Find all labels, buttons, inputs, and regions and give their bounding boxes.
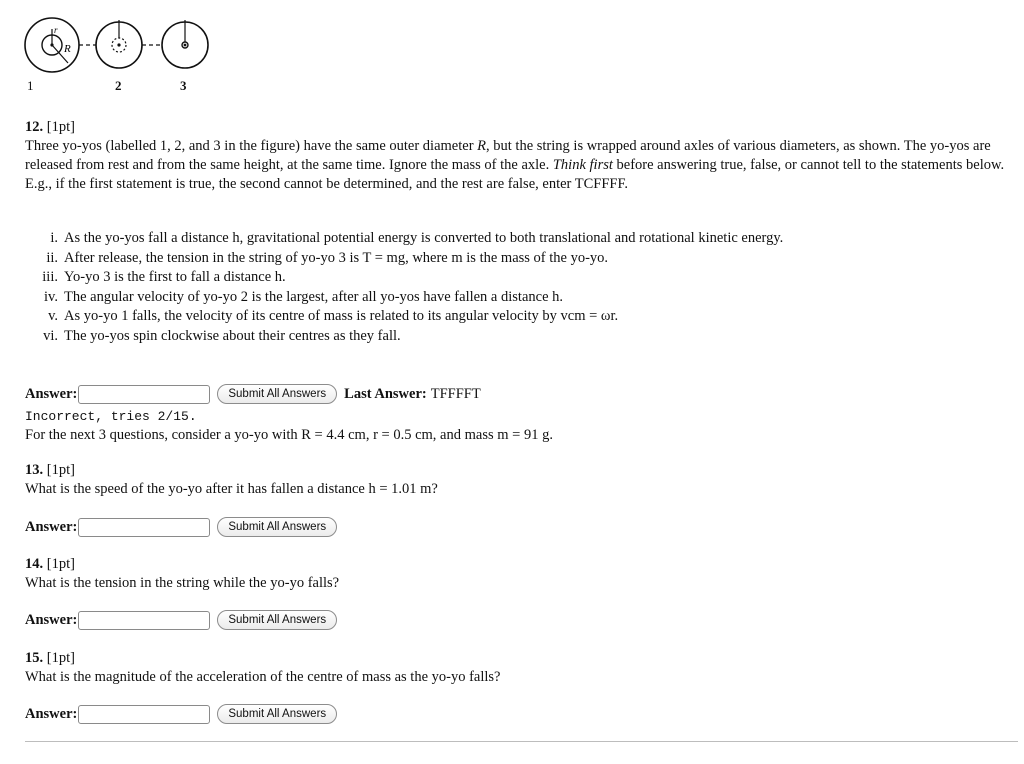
dim-r-label: r <box>54 25 58 35</box>
question-14-submit-button[interactable]: Submit All Answers <box>217 610 337 630</box>
question-13-answer-input[interactable] <box>78 518 210 537</box>
question-13-text: What is the speed of the yo-yo after it has fallen a distance h = 1.01 m? <box>25 481 438 497</box>
question-12-status: Incorrect, tries 2/15. <box>25 409 197 424</box>
bottom-divider <box>25 741 1018 742</box>
question-14-answer-input[interactable] <box>78 611 210 630</box>
statement-item: iv. The angular velocity of yo-yo 2 is the largest, after all yo-yos have fallen a distance h. <box>44 288 564 305</box>
yoyo-label-1: 1 <box>27 78 34 93</box>
answer-label: Answer: <box>25 611 78 628</box>
question-12-points: [1pt] <box>46 119 75 135</box>
question-12-answer-input[interactable] <box>78 385 210 404</box>
statement-item: vi. The yo-yos spin clockwise about their centres as they fall. <box>43 327 401 344</box>
question-14-points: [1pt] <box>46 556 75 572</box>
question-13-points: [1pt] <box>46 462 75 478</box>
question-12-text: Three yo-yos (labelled 1, 2, and 3 in the figure) have the same outer diameter R, but the string is wrapped around axles of various diameters, as shown. The yo-yos are released from rest and from the same height, at the same time. Ignore the mass of the axle. Think first before answering true, false, or cannot tell to the statements below. E.g., if the first statement is true, the second cannot be determined, and the rest are false, enter TCFFFF. <box>25 138 1005 192</box>
answer-label: Answer: <box>25 385 78 402</box>
question-15-text: What is the magnitude of the acceleration of the centre of mass as the yo-yo falls? <box>25 669 501 685</box>
question-15-answer-row <box>25 702 337 726</box>
question-13-answer-row <box>25 515 337 539</box>
yoyo-figure <box>20 0 220 100</box>
question-15-answer-input[interactable] <box>78 705 210 724</box>
question-13-number: 13. <box>25 462 44 478</box>
question-15-submit-button[interactable]: Submit All Answers <box>217 704 337 724</box>
question-12-submit-button[interactable]: Submit All Answers <box>217 384 337 404</box>
statement-item: i. As the yo-yos fall a distance h, gravitational potential energy is converted to both translational and rotational kinetic energy. <box>50 230 784 246</box>
question-15-points: [1pt] <box>46 650 75 666</box>
question-13-submit-button[interactable]: Submit All Answers <box>217 517 337 537</box>
question-12-answer-row <box>25 382 481 406</box>
statement-item: ii. After release, the tension in the string of yo-yo 3 is T = mg, where m is the mass of the yo-yo. <box>46 249 609 266</box>
intro-text: For the next 3 questions, consider a yo-yo with R = 4.4 cm, r = 0.5 cm, and mass m = 91 g. <box>25 427 553 443</box>
statement-list <box>25 229 925 347</box>
question-12-header <box>25 118 1006 137</box>
answer-label: Answer: <box>25 705 78 722</box>
last-answer-value: TFFFFT <box>430 385 481 402</box>
question-12 <box>25 118 1006 194</box>
last-answer-label: Last Answer: <box>344 385 427 402</box>
answer-label: Answer: <box>25 518 78 535</box>
question-14-text: What is the tension in the string while the yo-yo falls? <box>25 575 340 591</box>
question-14 <box>25 555 1006 593</box>
question-15 <box>25 649 1006 687</box>
yoyo-diagram <box>20 0 220 80</box>
question-14-answer-row <box>25 608 337 632</box>
statement-item: v. As yo-yo 1 falls, the velocity of its centre of mass is related to its angular velocity by vcm = ωr. <box>48 308 619 325</box>
question-14-number: 14. <box>25 556 44 572</box>
question-13 <box>25 461 1006 499</box>
dim-R-label: R <box>64 43 71 55</box>
yoyo-label-3: 3 <box>180 78 187 93</box>
question-15-number: 15. <box>25 650 44 666</box>
statement-item: iii. Yo-yo 3 is the first to fall a distance h. <box>42 269 286 286</box>
yoyo-label-2: 2 <box>115 78 122 93</box>
question-12-number: 12. <box>25 119 44 135</box>
